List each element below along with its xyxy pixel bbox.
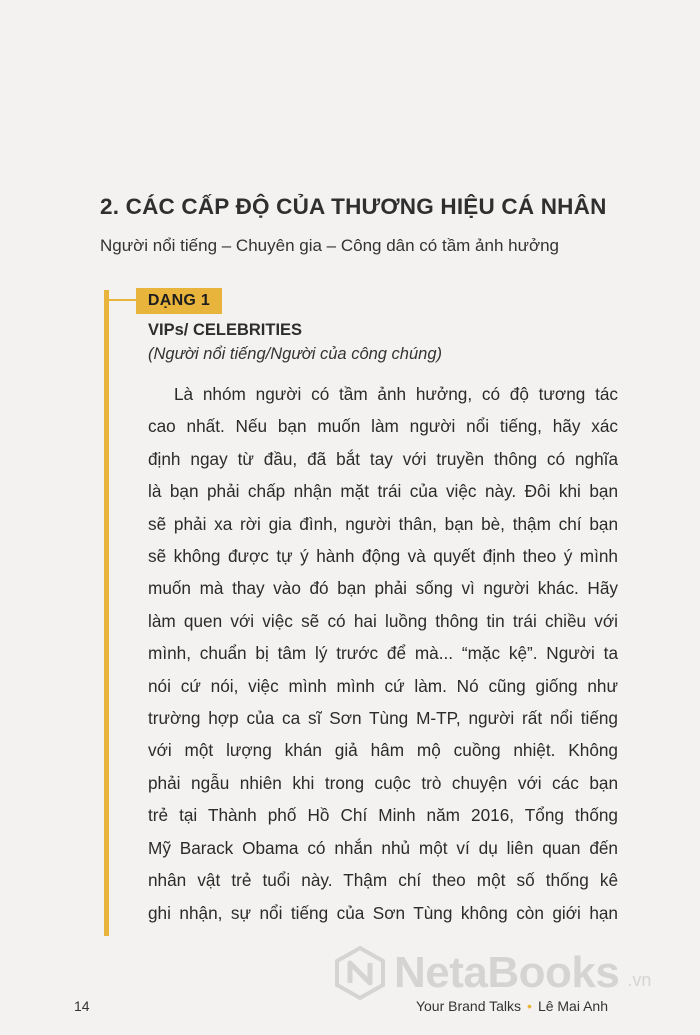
body-paragraph (148, 378, 618, 929)
body-line: sẽ không được tự ý hành động và quyết định theo ý mình (148, 546, 618, 567)
body-line: trường hợp của ca sĩ Sơn Tùng M-TP, người rất nổi tiếng (148, 708, 618, 729)
body-line: ghi nhận, sự nổi tiếng của Sơn Tùng không còn giới hạn (148, 902, 618, 923)
body-line: Mỹ Barack Obama có nhắn nhủ một ví dụ liên quan đến (148, 837, 618, 858)
running-footer (416, 998, 608, 1014)
body-line: làm quen với việc sẽ có hai luồng thông tin trái chiều với (148, 610, 618, 631)
watermark-logo (332, 945, 651, 1001)
watermark-suffix: .vn (627, 970, 652, 990)
book-title: Your Brand Talks (415, 998, 522, 1014)
body-line: sẽ phải xa rời gia đình, người thân, bạn bè, thậm chí bạn (148, 513, 618, 534)
body-line: là bạn phải chấp nhận mặt trái của việc này. Đôi khi bạn (148, 481, 618, 502)
body-line: cao nhất. Nếu bạn muốn làm người nổi tiếng, hãy xác (148, 416, 618, 437)
body-line: nhân vật trẻ tuổi này. Thậm chí theo một số thống kê (148, 870, 618, 891)
body-line: phải ngẫu nhiên khi trong cuộc trò chuyện với các bạn (148, 772, 618, 793)
body-line: Là nhóm người có tầm ảnh hưởng, có độ tương tác (174, 384, 618, 404)
body-line: với một lượng khán giả hâm mộ cuồng nhiệt. Không (148, 740, 618, 761)
body-line: nói cứ nói, việc mình mình cứ làm. Nó cũng giống như (148, 675, 618, 696)
accent-connector-line (109, 299, 137, 301)
section-title: 2. CÁC CẤP ĐỘ CỦA THƯƠNG HIỆU CÁ NHÂN (100, 194, 607, 219)
accent-vertical-bar (104, 290, 109, 936)
body-line: trẻ tại Thành phố Hồ Chí Minh năm 2016, Tổng thống (148, 805, 618, 826)
type-subheading: (Người nổi tiếng/Người của công chúng) (148, 345, 443, 363)
page-number: 14 (74, 998, 90, 1014)
type-heading: VIPs/ CELEBRITIES (148, 321, 303, 339)
type-badge: DẠNG 1 (136, 288, 222, 314)
body-line: mình, chuẩn bị tâm lý trước để mà... “mặc kệ”. Người ta (148, 643, 618, 664)
footer-bullet: • (527, 998, 532, 1014)
author-name: Lê Mai Anh (537, 998, 608, 1014)
watermark-text: NetaBooks (394, 948, 620, 997)
body-line: muốn mà thay vào đó bạn phải sống vì người khác. Hãy (148, 578, 618, 599)
netabooks-logo-icon (332, 945, 388, 1001)
section-subtitle: Người nổi tiếng – Chuyên gia – Công dân có tầm ảnh hưởng (100, 236, 560, 255)
body-line: định ngay từ đầu, đã bắt tay với truyền thông có nghĩa (148, 448, 618, 469)
